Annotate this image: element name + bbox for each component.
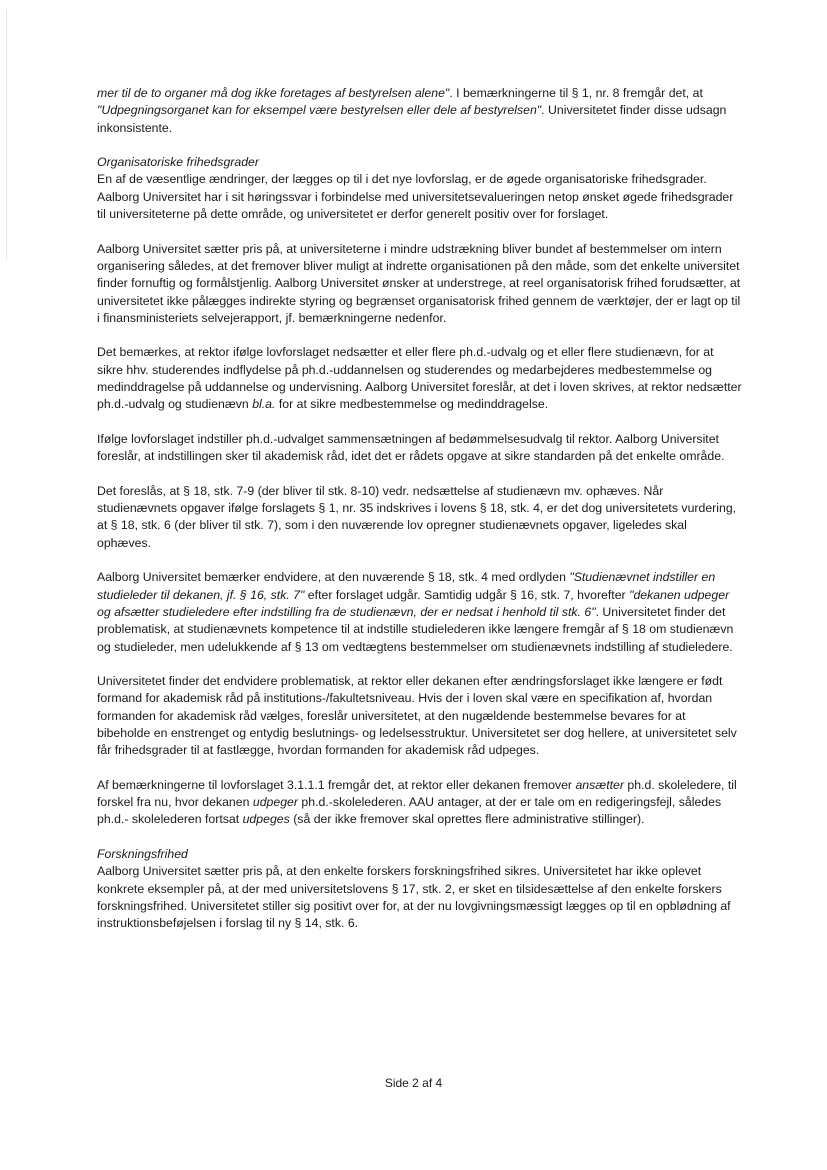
body-text: . I bemærkningerne til § 1, nr. 8 fremgår det, at <box>449 86 703 100</box>
body-text: efter forslaget udgår. Samtidig udgår § 16, stk. 7, hvorefter <box>304 587 630 602</box>
paragraph-p2 <box>97 154 742 223</box>
italic-text: "Udpegningsorganet kan for eksempel være bestyrelsen eller dele af bestyrelsen" <box>97 103 542 118</box>
paragraph-p8 <box>97 673 742 759</box>
paragraph-p6 <box>97 483 742 552</box>
body-text: . Universitetet finder disse udsagn inkonsistente. <box>97 103 727 135</box>
paragraph-p1 <box>97 85 742 137</box>
scan-edge-line <box>6 10 7 260</box>
paragraph-p9 <box>97 777 742 829</box>
paragraph-p7 <box>97 569 742 655</box>
body-text: ph.d.-skolelederen. AAU antager, at der er tale om en redigeringsfejl, således ph.d.- skolelederen fortsat <box>97 795 722 827</box>
section-heading: Forskningsfrihed <box>97 847 188 862</box>
body-text: for at sikre medbestemmelse og medinddragelse. <box>275 397 549 412</box>
italic-text: "Studienævnet indstiller en studieleder til dekanen, jf. § 16, stk. 7" <box>97 570 716 602</box>
paragraph-p3 <box>97 241 742 327</box>
page-number: Side 2 af 4 <box>384 1076 443 1090</box>
body-text: Universitetet finder det endvidere problematisk, at rektor eller dekanen efter ændringsforslaget ikke længere er født formand for akademisk råd på institutions-/fakultetsniveau. Hvis der i loven skal være en specifikation af, hvordan formanden for akademisk råd vælges, foreslår universitetet, at den nugældende bestemmelse bevares for at bibeholde en enstrenget og entydig beslutnings- og ledelsesstruktur. Universitetet ser dog hellere, at universitetet selv får frihedsgrader til at fastlægge, hvordan formanden for akademisk råd udpeges. <box>97 674 737 758</box>
paragraph-p5 <box>97 431 742 466</box>
paragraph-p4 <box>97 344 742 413</box>
body-text: . Universitetet finder det problematisk, at studienævnets kompetence til at indstille studielederen ikke længere fremgår af § 18 om studienævn og studieleder, men udelukkende af § 13 om vedtægtens bestemmelser om studienævnets indstilling af studieledere. <box>97 604 734 654</box>
body-text: Aalborg Universitet bemærker endvidere, at den nuværende § 18, stk. 4 med ordlyden <box>97 570 570 585</box>
paragraph-p10 <box>97 846 742 932</box>
italic-text: bl.a. <box>252 397 276 412</box>
body-text: (så der ikke fremover skal oprettes flere administrative stillinger). <box>289 812 645 827</box>
body-text: Aalborg Universitet sætter pris på, at universiteterne i mindre udstrækning bliver bundet af bestemmelser om intern organisering således, at det fremover bliver muligt at indrette organisationen på den måde, som det enkelte universitet finder fornuftig og formålstjenlig. Aalborg Universitet ønsker at understrege, at reel organisatorisk frihed forudsætter, at universitetet ikke pålægges indirekte styring og begrænset organisatorisk frihed gennem de værktøjer, der er lagt op til i finansministeriets selvejerapport, jf. bemærkningerne nedenfor. <box>97 241 741 325</box>
italic-text: mer til de to organer må dog ikke foretages af bestyrelsen alene" <box>97 86 450 100</box>
body-text: En af de væsentlige ændringer, der lægges op til i det nye lovforslag, er de øgede organisatoriske frihedsgrader. Aalborg Universitet har i sit høringssvar i forbindelse med universitetsevalueringen netop ønsket øgede frihedsgrader til universiteterne på dette område, og universitetet er derfor generelt positiv over for forslaget. <box>97 172 734 222</box>
body-text: Det foreslås, at § 18, stk. 7-9 (der bliver til stk. 8-10) vedr. nedsættelse af studienævn mv. ophæves. Når studienævnets opgaver ifølge forslagets § 1, nr. 35 indskrives i lovens § 18, stk. 4, er det dog universitetets vurdering, at § 18, stk. 6 (der bliver til stk. 7), som i den nuværende lov opregner studienævnets opgaver, ligeledes skal ophæves. <box>97 483 737 550</box>
italic-text: udpeger <box>252 795 298 810</box>
body-text: Aalborg Universitet sætter pris på, at den enkelte forskers forskningsfrihed sikres. Universitetet har ikke oplevet konkrete eksempler på, at der med universitetslovens § 17, stk. 2, er sket en tilsidesættelse af den enkelte forskers forskningsfrihed. Universitetet stiller sig positivt over for, at der nu lovgivningsmæssigt lægges op til en opblødning af instruktionsbeføjelsen i forslag til ny § 14, stk. 6. <box>97 864 731 931</box>
document-body <box>97 85 742 950</box>
section-heading: Organisatoriske frihedsgrader <box>97 155 259 170</box>
body-text: Det bemærkes, at rektor ifølge lovforslaget nedsætter et eller flere ph.d.-udvalg og et eller flere studienævn, for at sikre hhv. studerendes indflydelse på ph.d.-uddannelsen og studerendes og medarbejderes medbestemmelse og medinddragelse på uddannelse og undervisning. Aalborg Universitet foreslår, at det i loven skrives, at rektor nedsætter ph.d.-udvalg og studienævn <box>97 345 742 412</box>
italic-text: ansætter <box>575 777 624 792</box>
body-text: ph.d. skoleledere, til forskel fra nu, hvor dekanen <box>97 777 737 810</box>
italic-text: udpeges <box>242 812 290 827</box>
italic-text: "dekanen udpeger og afsætter studieledere efter indstilling fra de studienævn, der er nedsat i henhold til stk. 6" <box>97 587 730 619</box>
body-text: Af bemærkningerne til lovforslaget 3.1.1.1 fremgår det, at rektor eller dekanen fremover <box>97 777 576 792</box>
body-text: Ifølge lovforslaget indstiller ph.d.-udvalget sammensætningen af bedømmelsesudvalg til rektor. Aalborg Universitet foreslår, at indstillingen sker til akademisk råd, idet det er rådets opgave at sikre standarden på det enkelte område. <box>97 431 725 464</box>
